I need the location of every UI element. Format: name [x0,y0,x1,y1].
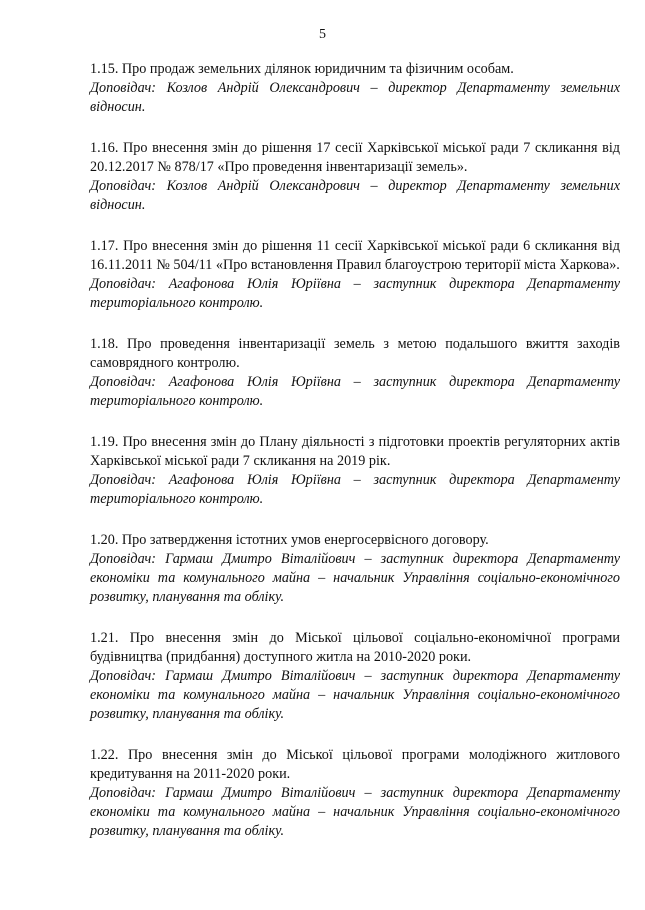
agenda-item-title: 1.18. Про проведення інвентаризації земель з метою подальшого вжиття заходів самоврядного контролю. [90,336,620,371]
page-number: 5 [319,27,326,42]
agenda-item-speaker: Доповідач: Гармаш Дмитро Віталійович – заступник директора Департаменту економіки та комунального майна – начальник Управління соціально-економічного розвитку, планування та обліку. [90,551,620,605]
agenda-item-speaker: Доповідач: Агафонова Юлія Юріївна – заступник директора Департаменту територіального контролю. [90,374,620,409]
agenda-item-1-17 [90,237,620,313]
agenda-item-1-21 [90,629,620,724]
agenda-item-1-19 [90,433,620,509]
agenda-item-1-16 [90,139,620,215]
agenda-item-speaker: Доповідач: Гармаш Дмитро Віталійович – заступник директора Департаменту економіки та комунального майна – начальник Управління соціально-економічного розвитку, планування та обліку. [90,785,620,839]
agenda-item-speaker: Доповідач: Агафонова Юлія Юріївна – заступник директора Департаменту територіального контролю. [90,472,620,507]
agenda-item-title: 1.17. Про внесення змін до рішення 11 сесії Харківської міської ради 6 скликання від 16.11.2011 № 504/11 «Про встановлення Правил благоустрою території міста Харкова». [90,238,620,273]
agenda-items [90,60,620,863]
agenda-item-title: 1.20. Про затвердження істотних умов енергосервісного договору. [90,532,489,548]
agenda-item-speaker: Доповідач: Гармаш Дмитро Віталійович – заступник директора Департаменту економіки та комунального майна – начальник Управління соціально-економічного розвитку, планування та обліку. [90,668,620,722]
agenda-item-1-22 [90,746,620,841]
agenda-item-1-18 [90,335,620,411]
agenda-item-title: 1.16. Про внесення змін до рішення 17 сесії Харківської міської ради 7 скликання від 20.12.2017 № 878/17 «Про проведення інвентаризації земель». [90,140,620,175]
agenda-item-speaker: Доповідач: Козлов Андрій Олександрович – директор Департаменту земельних відносин. [90,178,620,213]
agenda-item-1-15 [90,60,620,117]
agenda-item-title: 1.19. Про внесення змін до Плану діяльності з підготовки проектів регуляторних актів Харківської міської ради 7 скликання на 2019 рік. [90,434,620,469]
agenda-item-speaker: Доповідач: Агафонова Юлія Юріївна – заступник директора Департаменту територіального контролю. [90,276,620,311]
agenda-item-title: 1.21. Про внесення змін до Міської цільової соціально-економічної програми будівництва (придбання) доступного житла на 2010-2020 роки. [90,630,620,665]
agenda-item-speaker: Доповідач: Козлов Андрій Олександрович – директор Департаменту земельних відносин. [90,80,620,115]
agenda-item-title: 1.15. Про продаж земельних ділянок юридичним та фізичним особам. [90,61,514,77]
agenda-item-1-20 [90,531,620,607]
agenda-item-title: 1.22. Про внесення змін до Міської цільової програми молодіжного житлового кредитування на 2011-2020 роки. [90,747,620,782]
